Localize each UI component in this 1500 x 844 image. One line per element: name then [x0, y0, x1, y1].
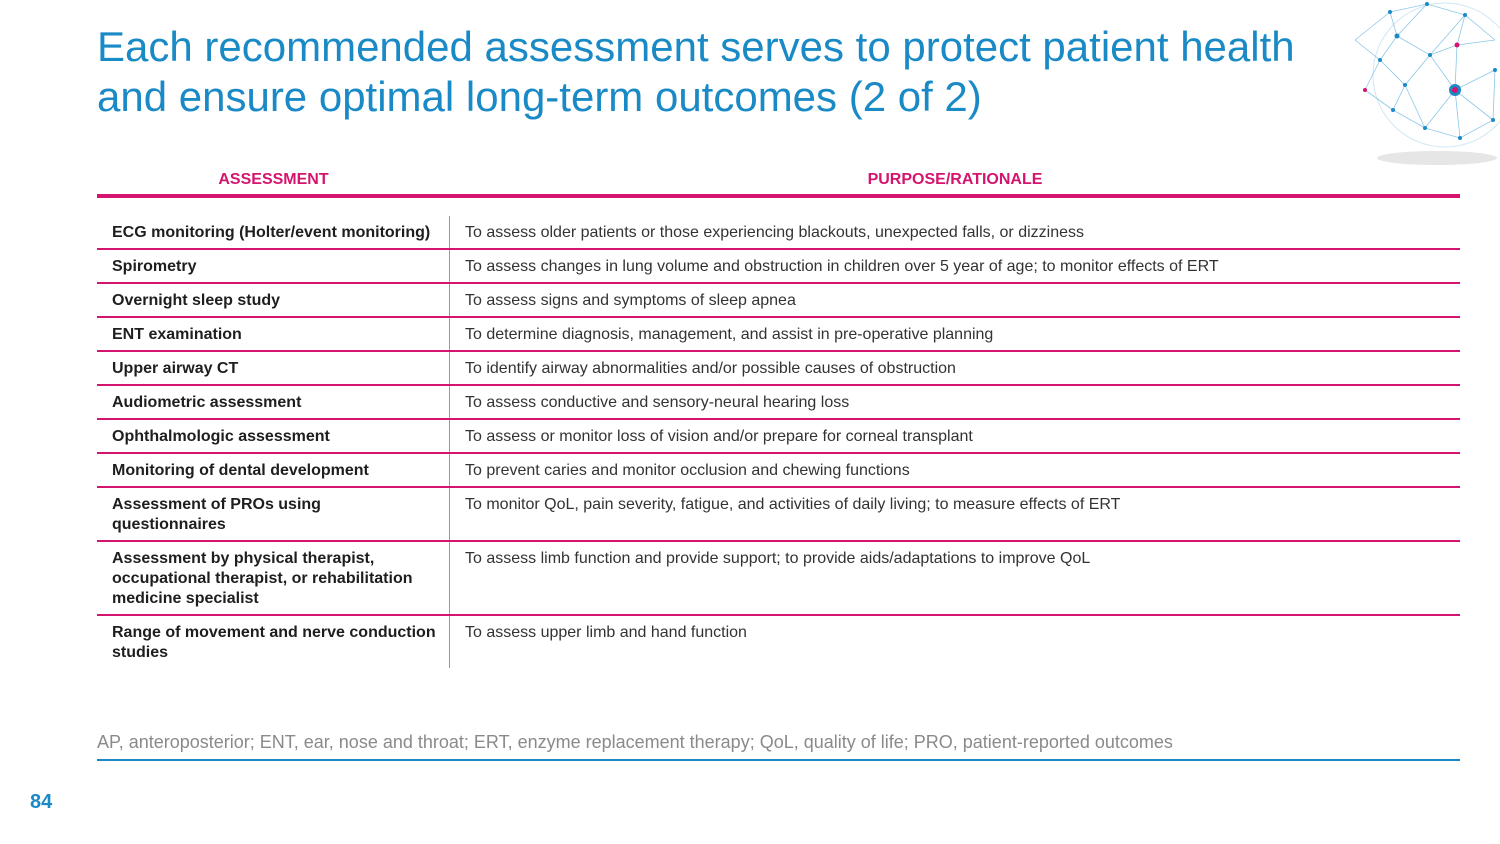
- assessment-cell: Overnight sleep study: [97, 284, 450, 316]
- table-row: [97, 318, 1460, 352]
- network-globe-icon: [1345, 0, 1500, 170]
- assessment-table: [97, 216, 1460, 668]
- purpose-cell: To determine diagnosis, management, and assist in pre-operative planning: [465, 326, 994, 343]
- assessment-cell: ECG monitoring (Holter/event monitoring): [97, 216, 450, 248]
- assessment-cell: Audiometric assessment: [97, 386, 450, 418]
- page-number: 84: [30, 791, 53, 813]
- table-row: [97, 386, 1460, 420]
- assessment-cell: Range of movement and nerve conduction studies: [97, 616, 450, 668]
- table-row: [97, 616, 1460, 668]
- purpose-cell: To assess changes in lung volume and obstruction in children over 5 year of age; to monitor effects of ERT: [465, 258, 1219, 275]
- header-rule: [97, 194, 1460, 198]
- abbreviations-footnote: AP, anteroposterior; ENT, ear, nose and throat; ERT, enzyme replacement therapy; QoL, quality of life; PRO, patient-reported outcomes: [97, 732, 1173, 752]
- table-row: [97, 542, 1460, 616]
- assessment-cell: ENT examination: [97, 318, 450, 350]
- table-row: [97, 420, 1460, 454]
- table-row: [97, 216, 1460, 250]
- slide-title: Each recommended assessment serves to protect patient health and ensure optimal long-term outcomes (2 of 2): [97, 23, 1295, 120]
- assessment-cell: Assessment by physical therapist, occupational therapist, or rehabilitation medicine specialist: [97, 542, 450, 614]
- table-row: [97, 454, 1460, 488]
- purpose-cell: To assess signs and symptoms of sleep apnea: [465, 292, 796, 309]
- purpose-cell: To assess limb function and provide support; to provide aids/adaptations to improve QoL: [465, 550, 1091, 567]
- footer-rule: [97, 759, 1460, 761]
- assessment-cell: Upper airway CT: [97, 352, 450, 384]
- purpose-cell: To assess upper limb and hand function: [465, 624, 747, 641]
- header-assessment: ASSESSMENT: [218, 171, 329, 188]
- table-header: [97, 168, 1460, 192]
- assessment-cell: Assessment of PROs using questionnaires: [97, 488, 450, 540]
- table-row: [97, 284, 1460, 318]
- purpose-cell: To monitor QoL, pain severity, fatigue, and activities of daily living; to measure effects of ERT: [465, 496, 1121, 513]
- purpose-cell: To prevent caries and monitor occlusion and chewing functions: [465, 462, 910, 479]
- table-row: [97, 352, 1460, 386]
- purpose-cell: To assess conductive and sensory-neural hearing loss: [465, 394, 850, 411]
- purpose-cell: To assess older patients or those experiencing blackouts, unexpected falls, or dizziness: [465, 224, 1085, 241]
- table-row: [97, 488, 1460, 542]
- purpose-cell: To identify airway abnormalities and/or possible causes of obstruction: [465, 360, 956, 377]
- assessment-cell: Monitoring of dental development: [97, 454, 450, 486]
- table-row: [97, 250, 1460, 284]
- assessment-cell: Spirometry: [97, 250, 450, 282]
- assessment-cell: Ophthalmologic assessment: [97, 420, 450, 452]
- header-purpose: PURPOSE/RATIONALE: [867, 171, 1043, 188]
- purpose-cell: To assess or monitor loss of vision and/or prepare for corneal transplant: [465, 428, 973, 445]
